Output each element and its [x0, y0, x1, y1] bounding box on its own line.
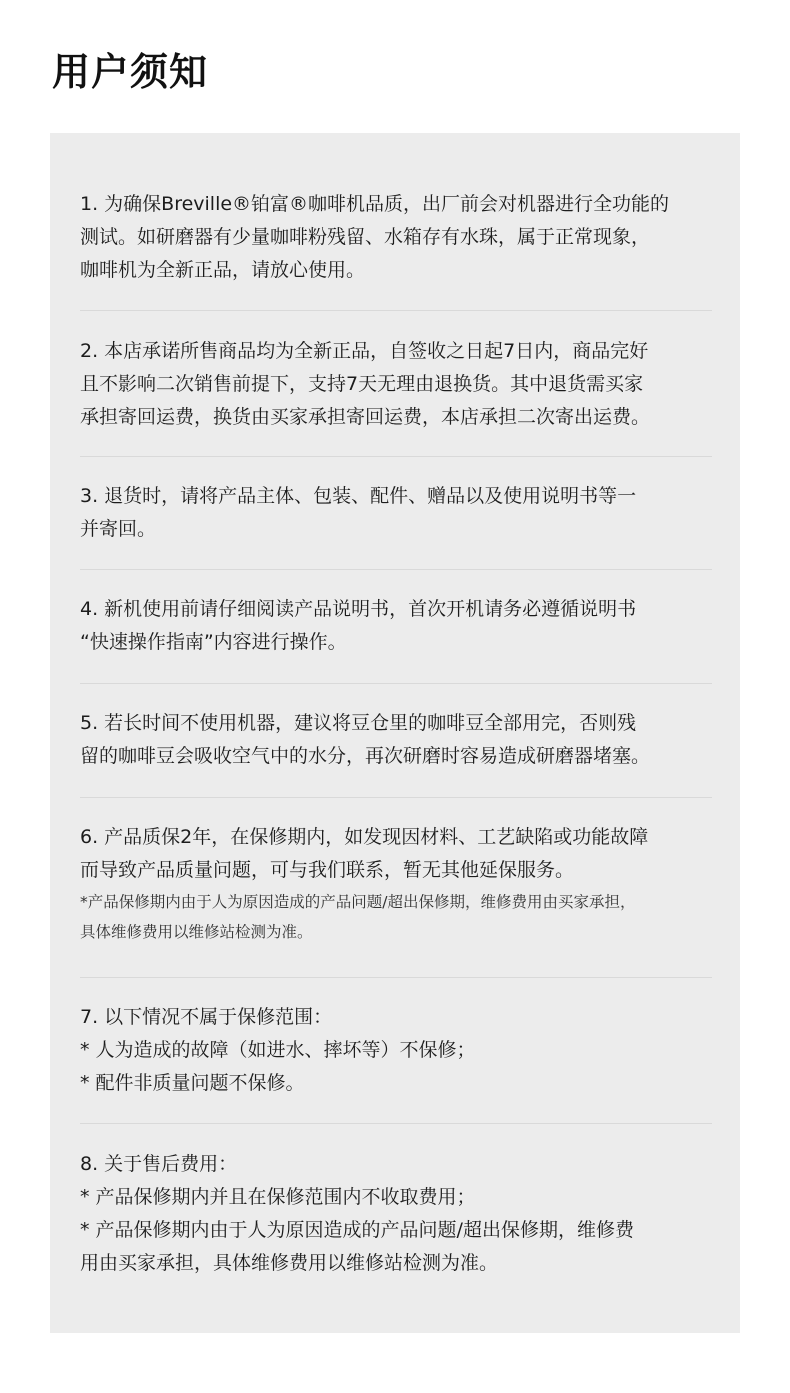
divider: [80, 977, 712, 978]
notice-item-6: [80, 821, 720, 947]
notice-item-2: [80, 335, 720, 434]
page-title: 用户须知: [52, 50, 209, 94]
notice-line: 5. 若长时间不使用机器，建议将豆仓里的咖啡豆全部用完，否则残: [80, 712, 637, 734]
notice-item-4: [80, 593, 720, 659]
notice-line: 6. 产品质保2年，在保修期内，如发现因材料、工艺缺陷或功能故障: [80, 826, 649, 848]
notice-line: * 产品保修期内并且在保修范围内不收取费用；: [80, 1186, 476, 1208]
notice-line: 而导致产品质量问题，可与我们联系，暂无其他延保服务。: [80, 859, 575, 881]
divider: [80, 569, 712, 570]
notice-line: * 配件非质量问题不保修。: [80, 1072, 305, 1094]
notice-line: 3. 退货时，请将产品主体、包装、配件、赠品以及使用说明书等一: [80, 485, 637, 507]
divider: [80, 683, 712, 684]
divider: [80, 1123, 712, 1124]
notice-item-5: [80, 707, 720, 773]
notice-panel: [50, 133, 740, 1333]
notice-item-8: [80, 1148, 720, 1280]
notice-line: 8. 关于售后费用：: [80, 1153, 238, 1175]
notice-item-1: [80, 188, 720, 287]
divider: [80, 310, 712, 311]
notice-line: “快速操作指南”内容进行操作。: [80, 631, 347, 653]
notice-line: 4. 新机使用前请仔细阅读产品说明书，首次开机请务必遵循说明书: [80, 598, 637, 620]
notice-line: * 产品保修期内由于人为原因造成的产品问题/超出保修期，维修费: [80, 1219, 634, 1241]
notice-item-3: [80, 480, 720, 546]
notice-line: 并寄回。: [80, 518, 157, 540]
notice-line: 承担寄回运费，换货由买家承担寄回运费，本店承担二次寄出运费。: [80, 406, 651, 428]
notice-line: 留的咖啡豆会吸收空气中的水分，再次研磨时容易造成研磨器堵塞。: [80, 745, 651, 767]
divider: [80, 797, 712, 798]
notice-footnote: 具体维修费用以维修站检测为准。: [80, 923, 313, 941]
notice-footnote: *产品保修期内由于人为原因造成的产品问题/超出保修期，维修费用由买家承担，: [80, 893, 636, 911]
notice-line: 且不影响二次销售前提下，支持7天无理由退换货。其中退货需买家: [80, 373, 644, 395]
notice-line: 2. 本店承诺所售商品均为全新正品，自签收之日起7日内，商品完好: [80, 340, 649, 362]
notice-item-7: [80, 1001, 720, 1100]
notice-line: 咖啡机为全新正品，请放心使用。: [80, 259, 366, 281]
notice-line: * 人为造成的故障（如进水、摔坏等）不保修；: [80, 1039, 476, 1061]
notice-line: 7. 以下情况不属于保修范围：: [80, 1006, 333, 1028]
notice-line: 用由买家承担，具体维修费用以维修站检测为准。: [80, 1252, 499, 1274]
divider: [80, 456, 712, 457]
notice-line: 1. 为确保Breville®铂富®咖啡机品质，出厂前会对机器进行全功能的: [80, 193, 670, 215]
notice-line: 测试。如研磨器有少量咖啡粉残留、水箱存有水珠，属于正常现象，: [80, 226, 651, 248]
